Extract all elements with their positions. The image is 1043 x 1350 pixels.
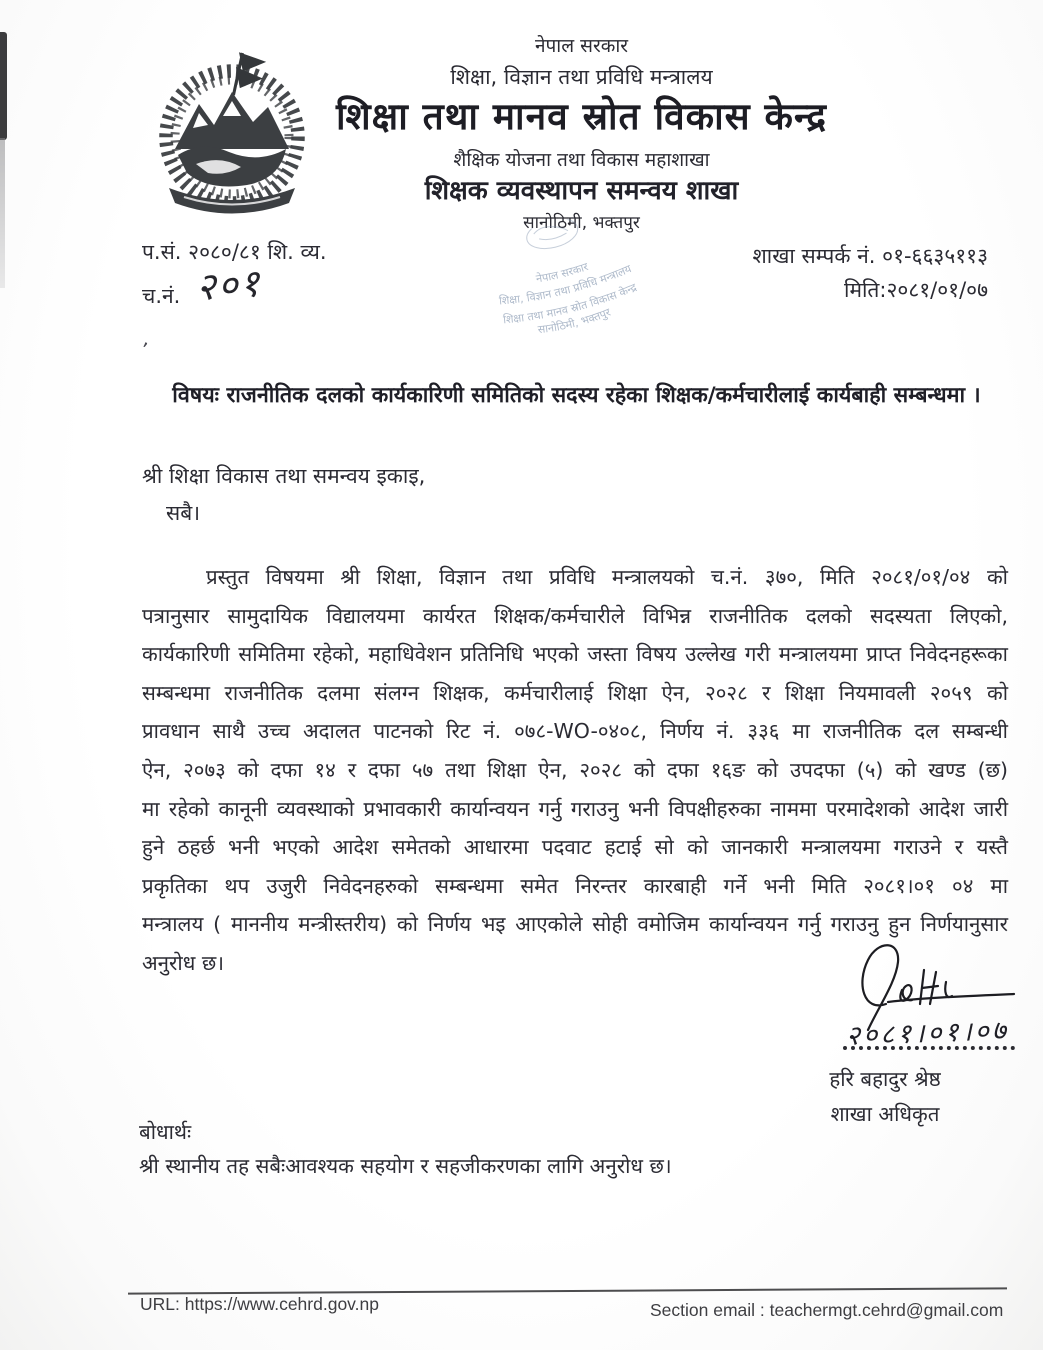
stamp-line3: शिक्षा तथा मानव स्रोत विकास केन्द्र [502, 280, 639, 327]
scan-edge-artifact [0, 32, 7, 140]
header-government: नेपाल सरकार [534, 35, 629, 57]
stamp-line4: सानोठिमी, भक्तपुर [537, 305, 613, 337]
body-line: प्रावधान साथै उच्च अदालत पाटनको रिट नं. ०७८-WO-०४०८, निर्णय नं. ३३६ मा राजनीतिक दल सम्बन्धी [142, 719, 1008, 744]
header-address: सानोठिमी, भक्तपुर [523, 213, 640, 233]
contact-and-date [753, 240, 989, 307]
body-line: सम्बन्धमा राजनीतिक दलमा संलग्न शिक्षक, कर्मचारीलाई शिक्षा ऐन, २०२८ र शिक्षा नियमावली २०५९ को [142, 680, 1008, 705]
body-line: ऐन, २०७३ को दफा १४ र दफा ५७ तथा शिक्षा ऐन, २०२८ को दफा १६ङ को उपदफा (५) को खण्ड (छ) [142, 757, 1008, 782]
signature-dotted-line [843, 1040, 1015, 1050]
footer-url: URL: https://www.cehrd.gov.np [140, 1294, 379, 1314]
letter-body [142, 558, 1008, 983]
header-ministry: शिक्षा, विज्ञान तथा प्रविधि मन्त्रालय [450, 65, 713, 89]
body-line: पत्रानुसार सामुदायिक विद्यालयमा कार्यरत शिक्षक/कर्मचारीले विभिन्न राजनीतिक दलको सदस्यता लिएको, [142, 603, 1008, 628]
signatory-title: शाखा अधिकृत [830, 1101, 940, 1126]
stamp-line1: नेपाल सरकार [535, 260, 590, 286]
stray-ink-mark: ’ [138, 337, 150, 363]
letter-date: मिति:२०८१/०१/०७ [844, 277, 988, 302]
header-section: शिक्षक व्यवस्थापन समन्वय शाखा [424, 176, 739, 206]
reference-number: प.सं. २०८०/८१ शि. व्य. [142, 240, 327, 264]
branch-contact-number: शाखा सम्पर्क नं. ०१-६६३५११३ [752, 244, 988, 268]
signatory-block [775, 1062, 995, 1132]
header-department-title: शिक्षा तथा मानव स्रोत विकास केन्द्र [335, 95, 828, 138]
dispatch-number-label: च.नं. [142, 284, 181, 308]
body-line: अनुरोध छ। [142, 950, 224, 975]
addressee-line2: सबै। [166, 501, 201, 525]
addressee-line1: श्री शिक्षा विकास तथा समन्वय इकाइ, [142, 464, 426, 488]
stamp-line2: शिक्षा, विज्ञान तथा प्रविधि मन्त्रालय [498, 262, 634, 308]
body-line: कार्यकारिणी समितिमा रहेको, महाधिवेशन प्रतिनिधि भएको जस्ता विषय उल्लेख गरी मन्त्रालयमा प्राप्त निवेदनहरूका [142, 642, 1008, 667]
signatory-name: हरि बहादुर श्रेष्ठ [829, 1067, 941, 1091]
cc-line: श्री स्थानीय तह सबैःआवश्यक सहयोग र सहजीकरणका लागि अनुरोध छ। [139, 1154, 672, 1178]
body-line: मन्त्रालय ( माननीय मन्त्रीस्तरीय) को निर्णय भइ आएकोले सोही वमोजिम कार्यान्वयन गर्नु गराउनु हुन निर्णयानुसार [142, 912, 1008, 937]
dispatch-number-handwritten: २०१ [194, 260, 263, 310]
header-division: शैक्षिक योजना तथा विकास महाशाखा [453, 149, 710, 171]
subject-line: विषयः राजनीतिक दलको कार्यकारिणी समितिको सदस्य रहेका शिक्षक/कर्मचारीलाई कार्यबाही सम्बन्धमा । [172, 383, 981, 408]
cc-label: बोधार्थः [139, 1120, 192, 1144]
body-line: मा रहेको कानूनी व्यवस्थाको प्रभावकारी कार्यान्वयन गर्नु गराउनु भनी विपक्षीहरुका नाममा परमादेशको आदेश जारी [142, 796, 1008, 821]
footer-section-email: Section email : teachermgt.cehrd@gmail.com [650, 1300, 1004, 1320]
body-line: प्रस्तुत विषयमा श्री शिक्षा, विज्ञान तथा प्रविधि मन्त्रालयको च.नं. ३७०, मिति २०८१/०१/०४ को [206, 565, 1008, 589]
scan-edge-shadow [0, 138, 5, 288]
body-line: हुने ठहर्छ भनी भएको आदेश समेतको आधारमा पदवाट हटाई सो को जानकारी मन्त्रालयमा गराउने र यस्तै [142, 835, 1008, 860]
body-line: प्रकृतिका थप उजुरी निवेदनहरुको सम्बन्धमा समेत निरन्तर कारबाही गर्ने भनी मिति २०८१।०१ ०४ मा [142, 873, 1008, 898]
signature-handwritten-date: २०८१।०१।०७ [845, 1015, 1010, 1052]
